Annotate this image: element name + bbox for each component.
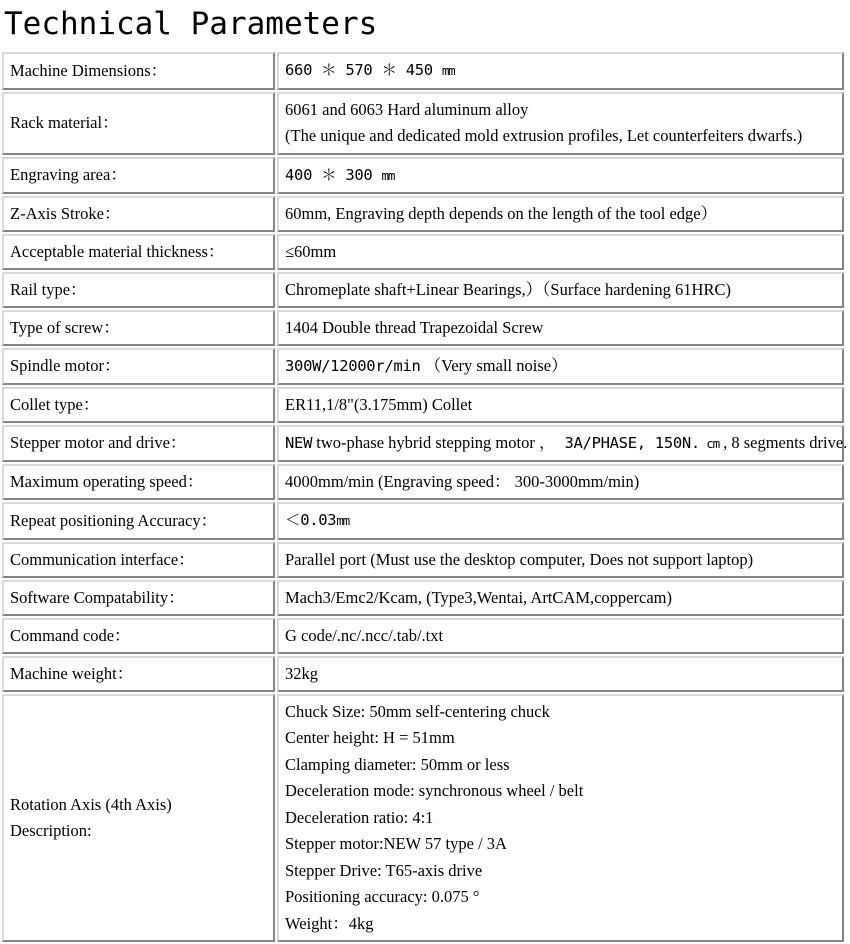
table-row bbox=[2, 52, 844, 90]
parameter-value-line bbox=[285, 430, 848, 458]
table-body bbox=[2, 52, 848, 942]
parameter-label: Type of screw： bbox=[10, 318, 120, 337]
parameter-value-cell bbox=[277, 348, 844, 385]
parameter-label-line: Rotation Axis (4th Axis) bbox=[10, 794, 172, 814]
parameter-value-segment: 300W/12000r/min bbox=[285, 357, 421, 375]
parameter-label: Stepper motor and drive： bbox=[10, 433, 187, 453]
parameter-value-segment: cm bbox=[699, 435, 719, 451]
table-row bbox=[2, 387, 844, 423]
parameter-label-cell bbox=[2, 425, 275, 463]
parameter-label-cell bbox=[2, 92, 275, 155]
parameter-label: Spindle motor： bbox=[10, 356, 121, 376]
parameter-value-cell bbox=[277, 157, 844, 195]
parameter-label-cell bbox=[2, 272, 275, 308]
parameter-value-line bbox=[285, 57, 842, 85]
parameter-label-cell bbox=[2, 387, 275, 423]
parameter-label-cell bbox=[2, 542, 275, 578]
table-row bbox=[2, 196, 844, 232]
parameter-value-segment: 400 ＊ 300 bbox=[285, 165, 382, 184]
parameter-value-cell bbox=[277, 502, 844, 540]
parameter-value-line bbox=[285, 162, 842, 190]
parameter-value-line: ER11,1/8"(3.175mm) Collet bbox=[285, 394, 473, 414]
parameter-label: Command code： bbox=[10, 625, 131, 645]
parameter-value-line: Clamping diameter: 50mm or less bbox=[285, 754, 510, 774]
table-row bbox=[2, 618, 844, 654]
parameter-value-line bbox=[285, 353, 842, 380]
table-row bbox=[2, 656, 844, 692]
parameter-label: Acceptable material thickness： bbox=[10, 242, 225, 261]
parameter-value-segment: 3A/PHASE, 150N. bbox=[555, 433, 700, 452]
parameter-label: Software Compatability： bbox=[10, 587, 185, 607]
parameter-value-cell bbox=[277, 272, 844, 308]
parameter-value-line: Parallel port (Must use the desktop computer, Does not support laptop) bbox=[285, 549, 754, 569]
parameter-label-cell bbox=[2, 52, 275, 90]
parameter-value-line: 1404 Double thread Trapezoidal Screw bbox=[285, 318, 544, 337]
parameter-value-segment: mm bbox=[336, 513, 349, 528]
parameter-value-segment: ＜0.03 bbox=[285, 511, 337, 529]
parameter-label-cell bbox=[2, 694, 275, 943]
parameter-value-segment: 660 ＊ 570 ＊ 450 bbox=[285, 61, 442, 79]
parameter-value-cell bbox=[277, 618, 844, 654]
table-row bbox=[2, 272, 844, 308]
parameter-value-line: 32kg bbox=[285, 663, 318, 683]
parameter-value-line: Deceleration mode: synchronous wheel / belt bbox=[285, 781, 584, 800]
parameter-value-cell bbox=[277, 387, 844, 423]
parameter-label: Machine Dimensions： bbox=[10, 60, 168, 80]
parameter-label: Engraving area： bbox=[10, 165, 127, 185]
parameter-label-cell bbox=[2, 234, 275, 270]
parameter-value-line: 6061 and 6063 Hard aluminum alloy bbox=[285, 99, 529, 119]
parameter-value-cell bbox=[277, 656, 844, 692]
parameter-value-line: 60mm, Engraving depth depends on the length of the tool edge） bbox=[285, 204, 718, 223]
parameter-value-cell bbox=[277, 464, 844, 500]
parameter-label: Machine weight： bbox=[10, 663, 134, 683]
parameter-value-cell bbox=[277, 52, 844, 90]
parameter-label-cell bbox=[2, 196, 275, 232]
parameter-value-cell bbox=[277, 425, 848, 463]
table-row bbox=[2, 542, 844, 578]
parameter-label-cell bbox=[2, 464, 275, 500]
parameter-value-cell bbox=[277, 580, 844, 616]
table-row bbox=[2, 348, 844, 385]
parameter-value-cell bbox=[277, 542, 844, 578]
parameter-label: Communication interface： bbox=[10, 549, 195, 569]
parameter-label: Collet type： bbox=[10, 394, 100, 414]
page-title: Technical Parameters bbox=[4, 6, 378, 42]
parameter-label: Maximum operating speed： bbox=[10, 472, 204, 491]
parameter-value-line: Stepper motor:NEW 57 type / 3A bbox=[285, 834, 507, 853]
parameter-label-cell bbox=[2, 502, 275, 540]
table-row bbox=[2, 425, 844, 463]
table-row bbox=[2, 464, 844, 500]
parameter-label-cell bbox=[2, 580, 275, 616]
parameter-value-line: (The unique and dedicated mold extrusion profiles, Let counterfeiters dwarfs.) bbox=[285, 126, 803, 145]
parameter-value-line: 4000mm/min (Engraving speed： 300-3000mm/min) bbox=[285, 472, 640, 491]
parameter-value-cell bbox=[277, 234, 844, 270]
parameter-label-cell bbox=[2, 618, 275, 654]
parameter-value-line: Center height: H = 51mm bbox=[285, 728, 455, 747]
parameter-label: Rack material： bbox=[10, 113, 119, 132]
parameter-label: Repeat positioning Accuracy： bbox=[10, 510, 218, 530]
parameter-value-line: ≤60mm bbox=[285, 242, 337, 261]
parameter-value-segment: NEW bbox=[285, 433, 313, 452]
table-row bbox=[2, 157, 844, 195]
parameter-value-segment: （Very small noise） bbox=[420, 356, 568, 375]
table-row bbox=[2, 234, 844, 270]
parameter-value-line: Weight：4kg bbox=[285, 913, 374, 933]
parameter-value-line: Chuck Size: 50mm self-centering chuck bbox=[285, 701, 550, 721]
parameter-value-line: Positioning accuracy: 0.075 ° bbox=[285, 887, 480, 906]
parameter-label-line: Description: bbox=[10, 820, 92, 840]
technical-parameters-table bbox=[0, 50, 846, 944]
parameter-value-segment: , 8 segments drive. bbox=[718, 432, 848, 452]
parameter-value-cell bbox=[277, 92, 844, 155]
table-row bbox=[2, 694, 844, 943]
parameter-label: Rail type： bbox=[10, 280, 87, 299]
parameter-label-cell bbox=[2, 157, 275, 195]
parameter-label-cell bbox=[2, 348, 275, 385]
parameter-label-cell bbox=[2, 656, 275, 692]
parameter-value-line bbox=[285, 507, 842, 535]
parameter-value-line: Chromeplate shaft+Linear Bearings,）（Surface hardening 61HRC) bbox=[285, 280, 731, 299]
parameter-value-line: Stepper Drive: T65-axis drive bbox=[285, 860, 483, 880]
parameter-value-segment: two-phase hybrid stepping motor ， bbox=[312, 432, 556, 452]
table-row bbox=[2, 580, 844, 616]
parameter-value-segment: mm bbox=[381, 167, 395, 183]
document-page bbox=[0, 2, 850, 933]
parameter-value-cell bbox=[277, 694, 844, 943]
parameter-value-segment: mm bbox=[441, 63, 455, 78]
parameter-value-cell bbox=[277, 196, 844, 232]
parameter-value-line: Deceleration ratio: 4:1 bbox=[285, 807, 434, 827]
parameter-label: Z-Axis Stroke： bbox=[10, 204, 121, 223]
table-row bbox=[2, 502, 844, 540]
parameter-value-line: G code/.nc/.ncc/.tab/.txt bbox=[285, 625, 444, 645]
parameter-value-line: Mach3/Emc2/Kcam, (Type3,Wentai, ArtCAM,coppercam) bbox=[285, 587, 672, 607]
parameter-label-cell bbox=[2, 310, 275, 346]
table-row bbox=[2, 92, 844, 155]
parameter-value-cell bbox=[277, 310, 844, 346]
table-row bbox=[2, 310, 844, 346]
